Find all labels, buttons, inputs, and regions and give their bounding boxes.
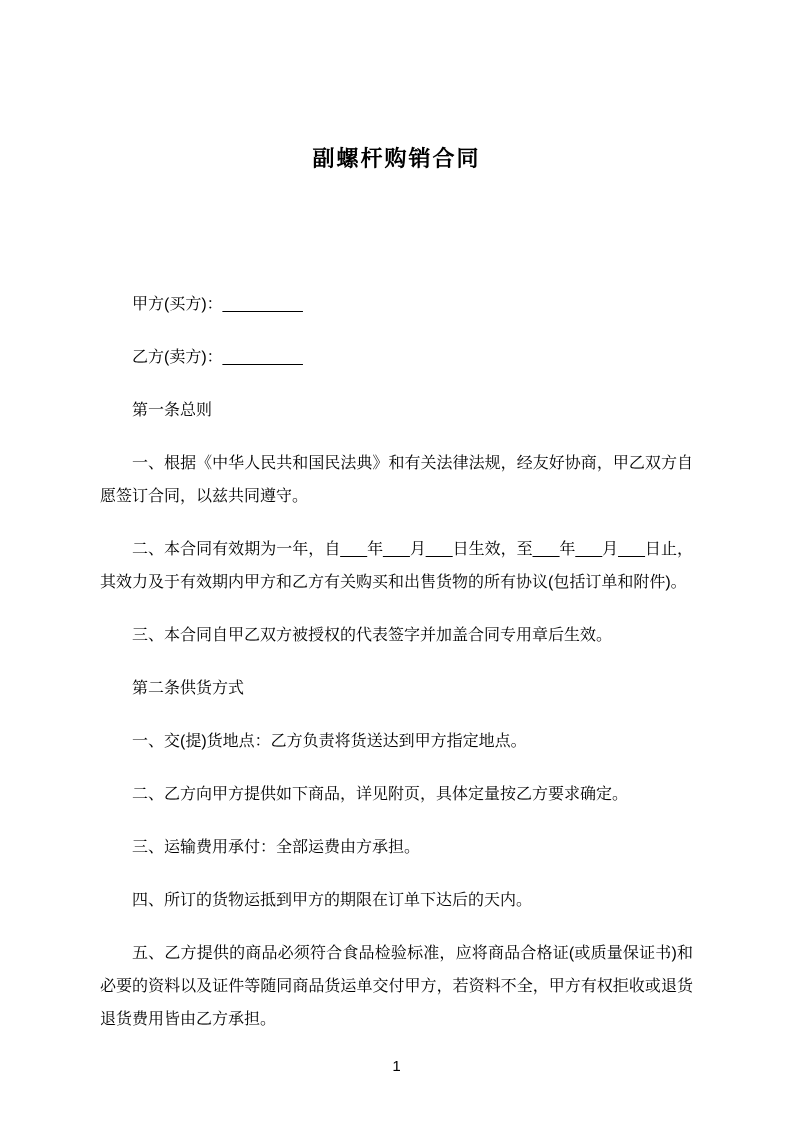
party-b-line: 乙方(卖方)：_________ [132, 349, 303, 366]
party-a-line: 甲方(买方)：_________ [132, 296, 303, 313]
section-2-heading: 第二条供货方式 [132, 680, 245, 697]
section-1-heading: 第一条总则 [132, 402, 213, 419]
page-title: 副螺杆购销合同 [312, 146, 481, 171]
clause-1-3: 三、本合同自甲乙双方被授权的代表签字并加盖合同专用章后生效。 [132, 627, 613, 644]
page-number: 1 [392, 1058, 401, 1075]
clause-2-4: 四、所订的货物运抵到甲方的期限在订单下达后的天内。 [132, 892, 533, 909]
clause-1-2: 二、本合同有效期为一年，自___年___月___日生效，至___年___月___日止，其效力及于有效期内甲方和乙方有关购买和出售货物的所有协议(包括订单和附件)。 [100, 541, 693, 591]
clause-2-5: 五、乙方提供的商品必须符合食品检验标准，应将商品合格证(或质量保证书)和必要的资料以及证件等随同商品货运单交付甲方，若资料不全，甲方有权拒收或退货退货费用皆由乙方承担。 [100, 945, 693, 1028]
clause-2-2: 二、乙方向甲方提供如下商品，详见附页，具体定量按乙方要求确定。 [132, 786, 629, 803]
clause-2-1: 一、交(提)货地点：乙方负责将货送达到甲方指定地点。 [132, 733, 527, 750]
contract-body [100, 288, 693, 1036]
clause-1-1: 一、根据《中华人民共和国民法典》和有关法律法规，经友好协商，甲乙双方自愿签订合同，以兹共同遵守。 [100, 455, 693, 505]
clause-2-3: 三、运输费用承付：全部运费由方承担。 [132, 839, 421, 856]
